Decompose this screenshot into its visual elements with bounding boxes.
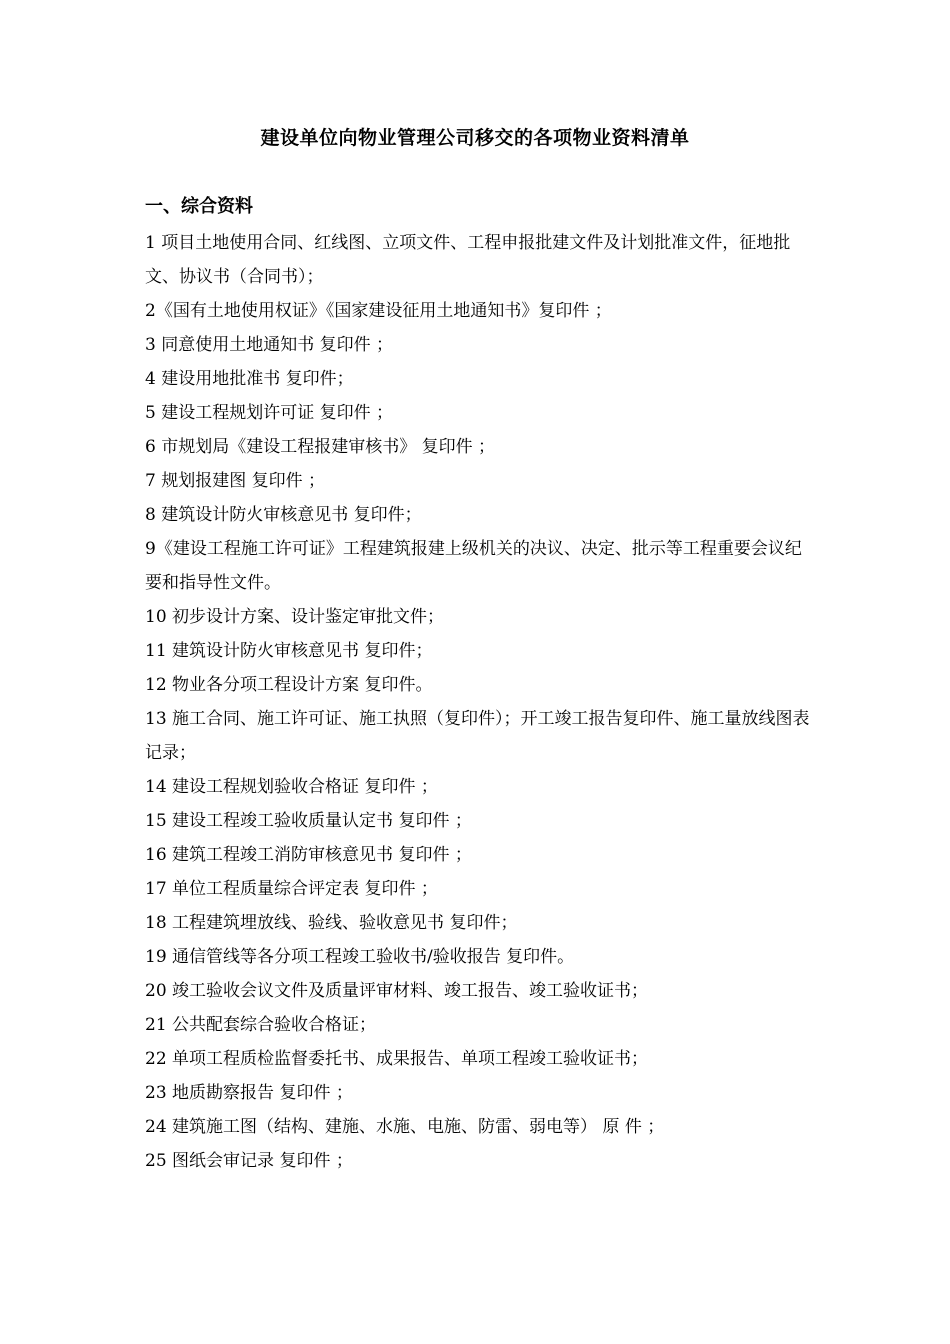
list-item: 1 项目土地使用合同、红线图、立项文件、工程申报批建文件及计划批准文件，征地批文、协议书（合同书）；: [145, 233, 791, 287]
list-item: 4 建设用地批准书 复印件；: [145, 369, 354, 389]
item-list: [145, 226, 813, 1178]
list-item: 3 同意使用土地通知书 复印件 ；: [145, 335, 394, 355]
list-item: 15 建设工程竣工验收质量认定书 复印件 ；: [145, 811, 472, 831]
list-item: 13 施工合同、施工许可证、施工执照（复印件）；开工竣工报告复印件、施工量放线图表记录；: [145, 709, 810, 763]
list-item: 7 规划报建图 复印件 ；: [145, 471, 326, 491]
list-item: 12 物业各分项工程设计方案 复印件。: [145, 675, 433, 695]
section-heading: 一、综合资料: [145, 196, 253, 217]
list-item: 5 建设工程规划许可证 复印件 ；: [145, 403, 394, 423]
list-item: 14 建设工程规划验收合格证 复印件 ；: [145, 777, 438, 797]
list-item: 6 市规划局《建设工程报建审核书》 复印件 ；: [145, 437, 496, 457]
list-item: 22 单项工程质检监督委托书、成果报告、单项工程竣工验收证书；: [145, 1049, 649, 1069]
list-item: 19 通信管线等各分项工程竣工验收书/验收报告 复印件。: [145, 947, 575, 967]
list-item: 20 竣工验收会议文件及质量评审材料、竣工报告、竣工验收证书；: [145, 981, 649, 1001]
list-item: 2《国有土地使用权证》《国家建设征用土地通知书》复印件 ；: [145, 301, 612, 321]
list-item: 11 建筑设计防火审核意见书 复印件；: [145, 641, 433, 661]
list-item: 8 建筑设计防火审核意见书 复印件；: [145, 505, 422, 525]
list-item: 17 单位工程质量综合评定表 复印件 ；: [145, 879, 438, 899]
list-item: 10 初步设计方案、设计鉴定审批文件；: [145, 607, 445, 627]
document-title: 建设单位向物业管理公司移交的各项物业资料清单: [260, 127, 690, 149]
list-item: 9《建设工程施工许可证》工程建筑报建上级机关的决议、决定、批示等工程重要会议纪要和指导性文件。: [145, 539, 802, 593]
list-item: 25 图纸会审记录 复印件 ；: [145, 1151, 353, 1171]
list-item: 16 建筑工程竣工消防审核意见书 复印件 ；: [145, 845, 472, 865]
list-item: 18 工程建筑埋放线、验线、验收意见书 复印件；: [145, 913, 518, 933]
list-item: 23 地质勘察报告 复印件 ；: [145, 1083, 353, 1103]
list-item: 24 建筑施工图（结构、建施、水施、电施、防雷、弱电等） 原 件 ；: [145, 1117, 665, 1137]
list-item: 21 公共配套综合验收合格证；: [145, 1015, 377, 1035]
